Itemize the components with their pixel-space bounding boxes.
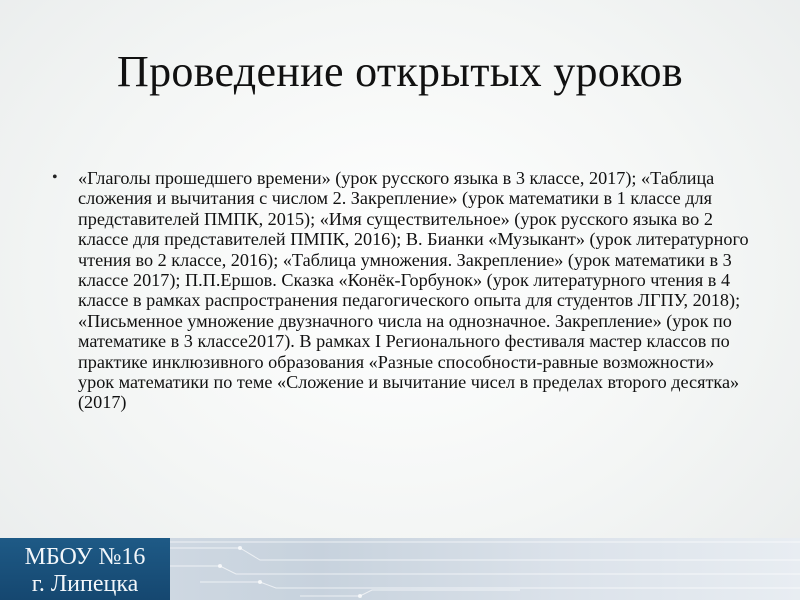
- bullet-icon: •: [52, 169, 58, 186]
- school-city: г. Липецка: [31, 571, 139, 597]
- slide-content: [50, 168, 750, 413]
- school-name: МБОУ №16: [24, 544, 146, 570]
- school-badge: [0, 538, 170, 600]
- bullet-text: «Глаголы прошедшего времени» (урок русского языка в 3 классе, 2017); «Таблица сложения и вычитания с числом 2. Закрепление» (урок математики в 1 классе для представителей ПМПК, 2015); «Имя существительное» (урок русского языка во 2 классе для представителей ПМПК, 2016); В. Бианки «Музыкант» (урок литературного чтения во 2 классе, 2016); «Таблица умножения. Закрепление» (урок математики в 3 классе 2017); П.П.Ершов. Сказка «Конёк-Горбунок» (урок литературного чтения в 4 классе в рамках распространения педагогического опыта для студентов ЛГПУ, 2018); «Письменное умножение двузначного числа на однозначное. Закрепление» (урок по математике в 3 классе2017). В рамках I Регионального фестиваля мастер классов по практике инклюзивного образования «Разные способности-равные возможности» урок математики по теме «Сложение и вычитание чисел в пределах второго десятка» (2017): [78, 168, 749, 413]
- slide-title: Проведение открытых уроков: [117, 47, 683, 96]
- bullet-item: [50, 168, 750, 413]
